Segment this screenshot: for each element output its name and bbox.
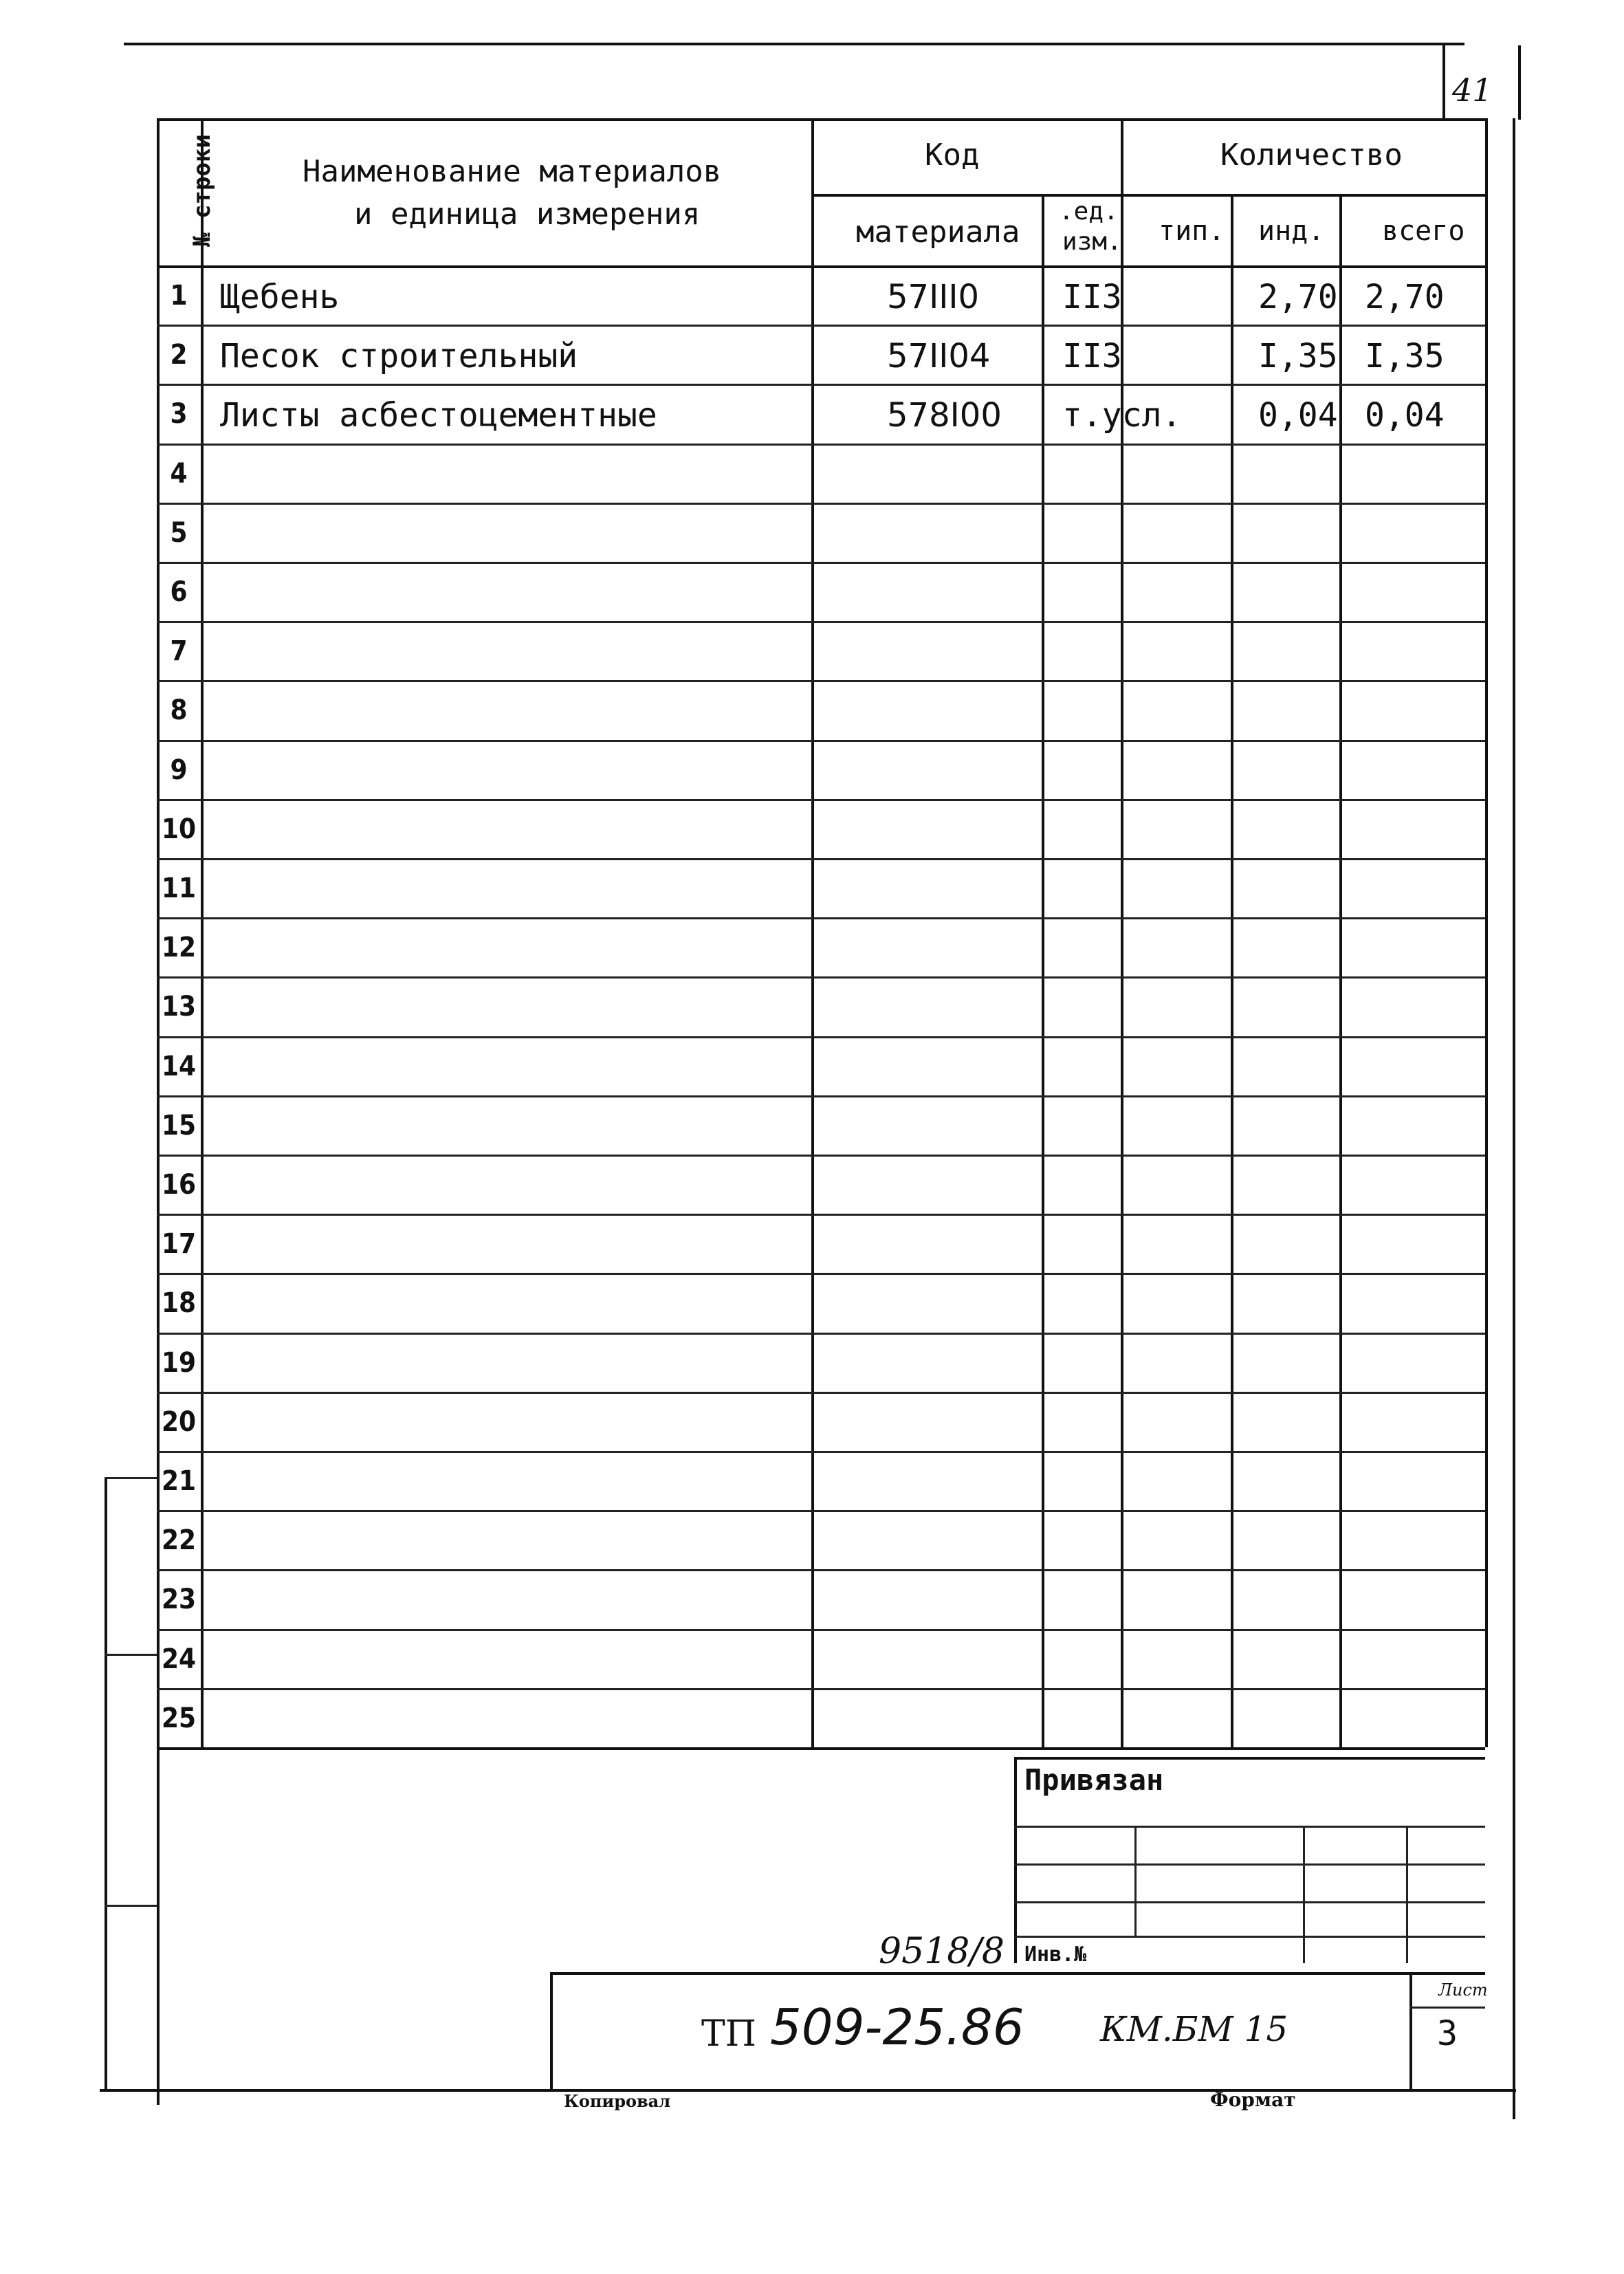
sheet-box-left [1409, 1972, 1412, 2089]
header-name-line1: Наименование материалов [303, 154, 722, 189]
row-number: 2 [170, 339, 188, 371]
doc-code-prefix: ТП [701, 2013, 757, 2055]
frame-right-outer [1513, 118, 1515, 2119]
header-sub-divider [811, 194, 1485, 197]
inventory-label: Инв.№ [1024, 1943, 1087, 1967]
row-material-code: 57III0 [887, 278, 980, 316]
row-number: 15 [161, 1109, 197, 1141]
footer-copied-label: Копировал [564, 2091, 671, 2111]
margin-strip-div2 [105, 1654, 157, 1656]
column-divider-num [201, 118, 204, 1747]
row-unit-code: II3 [1062, 337, 1122, 376]
doc-code: 509-25.86 [770, 1998, 1024, 2056]
column-divider-code [1042, 194, 1044, 1747]
table-bottom-border [157, 1747, 1485, 1750]
sheet-label: Лист [1438, 1980, 1488, 2000]
privyazan-row1 [1014, 1826, 1485, 1828]
header-ind: инд. [1258, 215, 1325, 247]
row-divider [157, 444, 1485, 446]
row-number: 21 [161, 1465, 197, 1497]
privyazan-col2 [1303, 1826, 1305, 1963]
row-divider [157, 384, 1485, 386]
sheet-number: 3 [1437, 2013, 1458, 2053]
header-quantity: Количество [1220, 138, 1403, 173]
row-divider [157, 621, 1485, 623]
doc-section: КМ.БМ 15 [1100, 2009, 1288, 2049]
row-divider [157, 503, 1485, 505]
row-material-name: Листы асбестоцементные [220, 396, 657, 435]
header-name-line2: и единица измерения [354, 197, 701, 232]
row-number: 4 [170, 457, 188, 490]
header-code: Код [925, 138, 980, 173]
row-divider [157, 1569, 1485, 1571]
row-material-name: Песок строительный [220, 337, 578, 376]
column-divider-name [811, 118, 814, 1747]
table-header-bottom [157, 265, 1485, 268]
row-number: 24 [161, 1643, 197, 1675]
footer-format-label: Формат [1210, 2088, 1296, 2111]
margin-strip-div3 [105, 1905, 157, 1907]
row-number: 6 [170, 576, 188, 608]
header-typ: тип. [1159, 215, 1225, 247]
row-divider [157, 976, 1485, 979]
row-number: 11 [161, 873, 197, 904]
sheet-box-divider [1409, 2007, 1485, 2009]
row-number: 9 [170, 754, 188, 786]
row-qty-ind: 2,70 [1258, 278, 1338, 316]
row-divider [157, 799, 1485, 801]
row-number: 16 [161, 1169, 197, 1201]
row-unit-code: II3 [1062, 278, 1122, 316]
row-material-code: 578I00 [887, 396, 1002, 435]
row-number: 5 [170, 516, 188, 549]
row-divider [157, 1333, 1485, 1335]
row-number: 10 [161, 813, 197, 845]
row-number: 25 [161, 1702, 197, 1734]
page-number-box-right [1518, 45, 1521, 120]
row-qty-total: 0,04 [1365, 396, 1445, 435]
row-number: 20 [161, 1406, 197, 1438]
margin-strip-div1 [105, 1477, 157, 1479]
title-block-bottom [100, 2089, 1516, 2092]
privyazan-label: Привязан [1024, 1763, 1164, 1797]
row-divider [157, 325, 1485, 327]
row-divider [157, 1451, 1485, 1453]
row-unit-code: т.усл. [1062, 396, 1182, 435]
privyazan-row4 [1014, 1936, 1485, 1938]
margin-strip-left [105, 1477, 107, 2089]
column-divider-ind [1339, 194, 1342, 1747]
row-number: 12 [161, 932, 197, 964]
row-number: 17 [161, 1228, 197, 1260]
row-divider [157, 1214, 1485, 1216]
privyazan-row3 [1014, 1901, 1485, 1903]
row-divider [157, 1629, 1485, 1631]
row-qty-total: I,35 [1365, 337, 1445, 376]
column-divider-typ [1231, 194, 1233, 1747]
row-material-name: Щебень [220, 278, 340, 316]
header-material: материала [856, 215, 1020, 250]
page-number-box-left [1442, 45, 1445, 120]
privyazan-col3 [1406, 1826, 1408, 1963]
privyazan-row2 [1014, 1863, 1485, 1866]
inventory-handwritten-number: 9518/8 [879, 1931, 1005, 1972]
top-rule [124, 43, 1464, 45]
row-number: 1 [170, 280, 188, 311]
row-number: 8 [170, 695, 188, 727]
row-qty-ind: I,35 [1258, 337, 1338, 376]
title-row-top [550, 1972, 1485, 1975]
row-number: 3 [170, 398, 188, 430]
row-divider [157, 1273, 1485, 1275]
row-divider [157, 917, 1485, 919]
header-row-number: № строки [188, 134, 216, 247]
row-number: 19 [161, 1346, 197, 1379]
row-qty-ind: 0,04 [1258, 396, 1338, 435]
frame-left [157, 1747, 160, 2105]
title-row-left [550, 1972, 553, 2089]
row-divider [157, 680, 1485, 682]
privyazan-col1 [1134, 1826, 1137, 1936]
row-divider [157, 1036, 1485, 1038]
privyazan-top [1014, 1757, 1485, 1760]
row-divider [157, 1155, 1485, 1157]
header-total: всего [1382, 215, 1465, 247]
row-divider [157, 1392, 1485, 1394]
row-qty-total: 2,70 [1365, 278, 1445, 316]
header-unit-line2: изм. [1062, 228, 1122, 256]
row-number: 23 [161, 1584, 197, 1616]
row-number: 7 [170, 635, 188, 668]
row-number: 18 [161, 1287, 197, 1320]
page-number: 41 [1452, 72, 1493, 109]
row-divider [157, 1688, 1485, 1690]
row-number: 14 [161, 1050, 197, 1082]
header-unit-line1: .ед. [1059, 197, 1119, 226]
row-divider [157, 740, 1485, 742]
table-top-border [157, 118, 1485, 121]
row-divider [157, 858, 1485, 860]
column-divider-total [1485, 118, 1488, 1747]
row-number: 13 [161, 991, 197, 1023]
row-number: 22 [161, 1524, 197, 1557]
row-material-code: 57II04 [887, 337, 991, 376]
row-divider [157, 1510, 1485, 1512]
row-divider [157, 562, 1485, 564]
row-divider [157, 1095, 1485, 1097]
privyazan-left [1014, 1757, 1017, 1963]
